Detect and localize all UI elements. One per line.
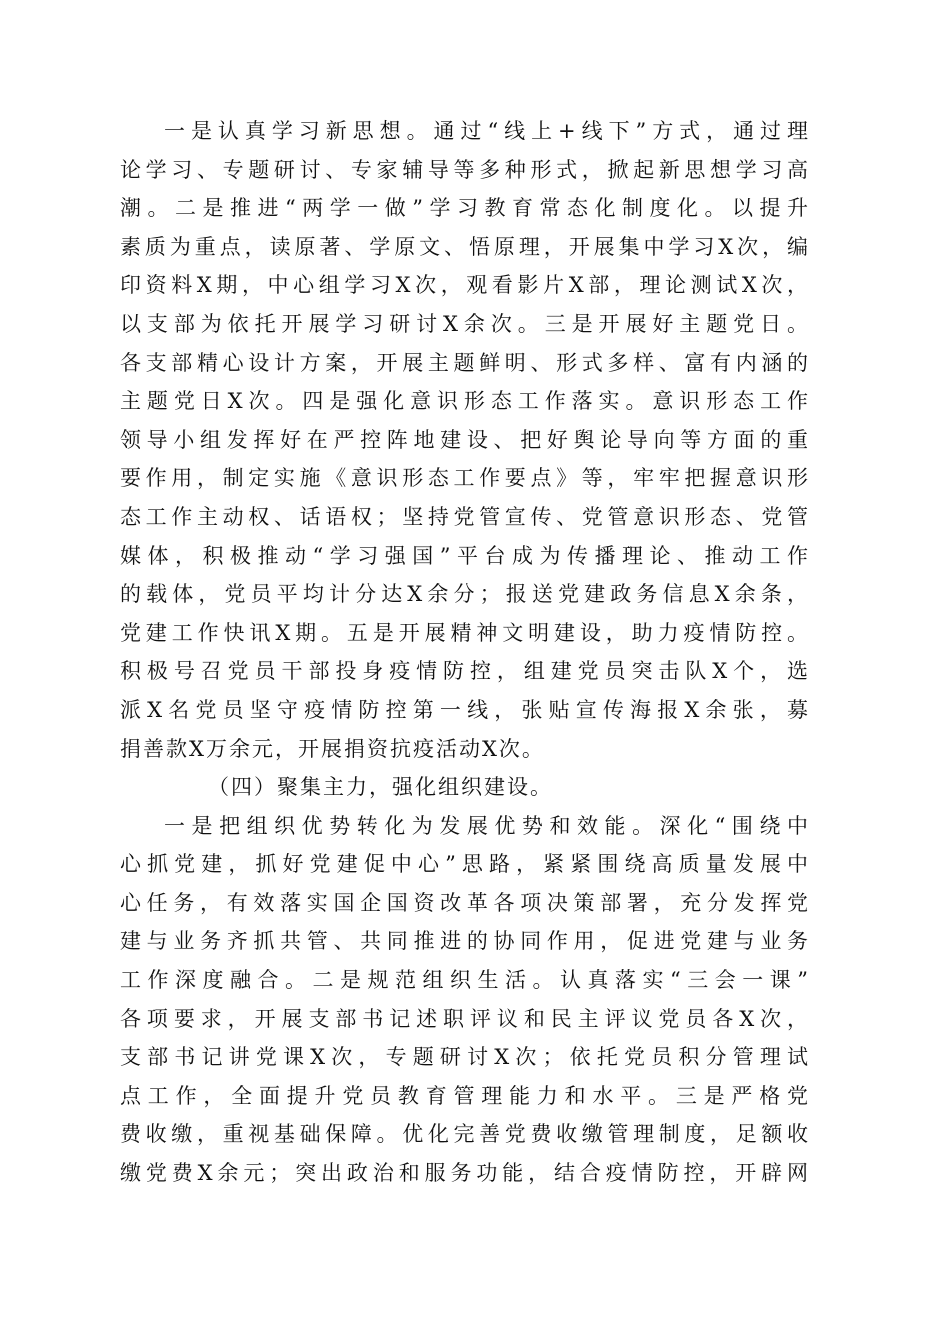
- paragraph-line: 素质为重点，读原著、学原文、悟原理，开展集中学习X次，编: [120, 234, 810, 259]
- paragraph-line: 一是认真学习新思想。通过“线上+线下”方式，通过理: [164, 119, 810, 143]
- paragraph-line: 的载体，党员平均计分达X余分；报送党建政务信息X余条，: [120, 582, 810, 607]
- paragraph-line: 建与业务齐抓共管、共同推进的协同作用，促进党建与业务: [120, 929, 810, 954]
- paragraph-line: 要作用，制定实施《意识形态工作要点》等，牢牢把握意识形: [120, 466, 810, 491]
- paragraph-line: 积极号召党员干部投身疫情防控，组建党员突击队X个，选: [120, 659, 810, 684]
- paragraph-line: 各支部精心设计方案，开展主题鲜明、形式多样、富有内涵的: [120, 350, 810, 375]
- document-body: [120, 112, 810, 1193]
- paragraph-line: 心抓党建，抓好党建促中心”思路，紧紧围绕高质量发展中: [120, 852, 810, 877]
- paragraph-line: 态工作主动权、话语权；坚持党管宣传、党管意识形态、党管: [120, 504, 810, 529]
- paragraph-line: 领导小组发挥好在严控阵地建设、把好舆论导向等方面的重: [120, 427, 810, 452]
- paragraph-line: 印资料X期，中心组学习X次，观看影片X部，理论测试X次，: [120, 273, 810, 298]
- paragraph-line: 点工作，全面提升党员教育管理能力和水平。三是严格党: [120, 1083, 810, 1108]
- paragraph-line: 主题党日X次。四是强化意识形态工作落实。意识形态工作: [120, 389, 810, 414]
- paragraph-line: 费收缴，重视基础保障。优化完善党费收缴管理制度，足额收: [120, 1122, 810, 1147]
- paragraph-line: 各项要求，开展支部书记述职评议和民主评议党员各X次，: [120, 1006, 810, 1031]
- paragraph-line: 一是把组织优势转化为发展优势和效能。深化“围绕中: [164, 813, 810, 838]
- paragraph-line: 心任务，有效落实国企国资改革各项决策部署，充分发挥党: [120, 890, 810, 915]
- paragraph-line: 党建工作快讯X期。五是开展精神文明建设，助力疫情防控。: [120, 620, 810, 645]
- paragraph-line: 支部书记讲党课X次，专题研讨X次；依托党员积分管理试: [120, 1045, 810, 1070]
- paragraph-line: 捐善款X万余元，开展捐资抗疫活动X次。: [120, 736, 545, 761]
- paragraph-line: 以支部为依托开展学习研讨X余次。三是开展好主题党日。: [120, 311, 810, 336]
- paragraph-line: 论学习、专题研讨、专家辅导等多种形式，掀起新思想学习高: [120, 157, 810, 182]
- paragraph-line: 派X名党员坚守疫情防控第一线，张贴宣传海报X余张，募: [120, 697, 810, 722]
- section-heading: （四）聚集主力，强化组织建设。: [208, 775, 553, 800]
- paragraph-line: 潮。二是推进“两学一做”学习教育常态化制度化。以提升: [120, 196, 810, 221]
- paragraph-line: 媒体，积极推动“学习强国”平台成为传播理论、推动工作: [120, 543, 810, 568]
- paragraph-line: 工作深度融合。二是规范组织生活。认真落实“三会一课”: [120, 968, 810, 993]
- paragraph-line: 缴党费X余元；突出政治和服务功能，结合疫情防控，开辟网: [120, 1161, 810, 1186]
